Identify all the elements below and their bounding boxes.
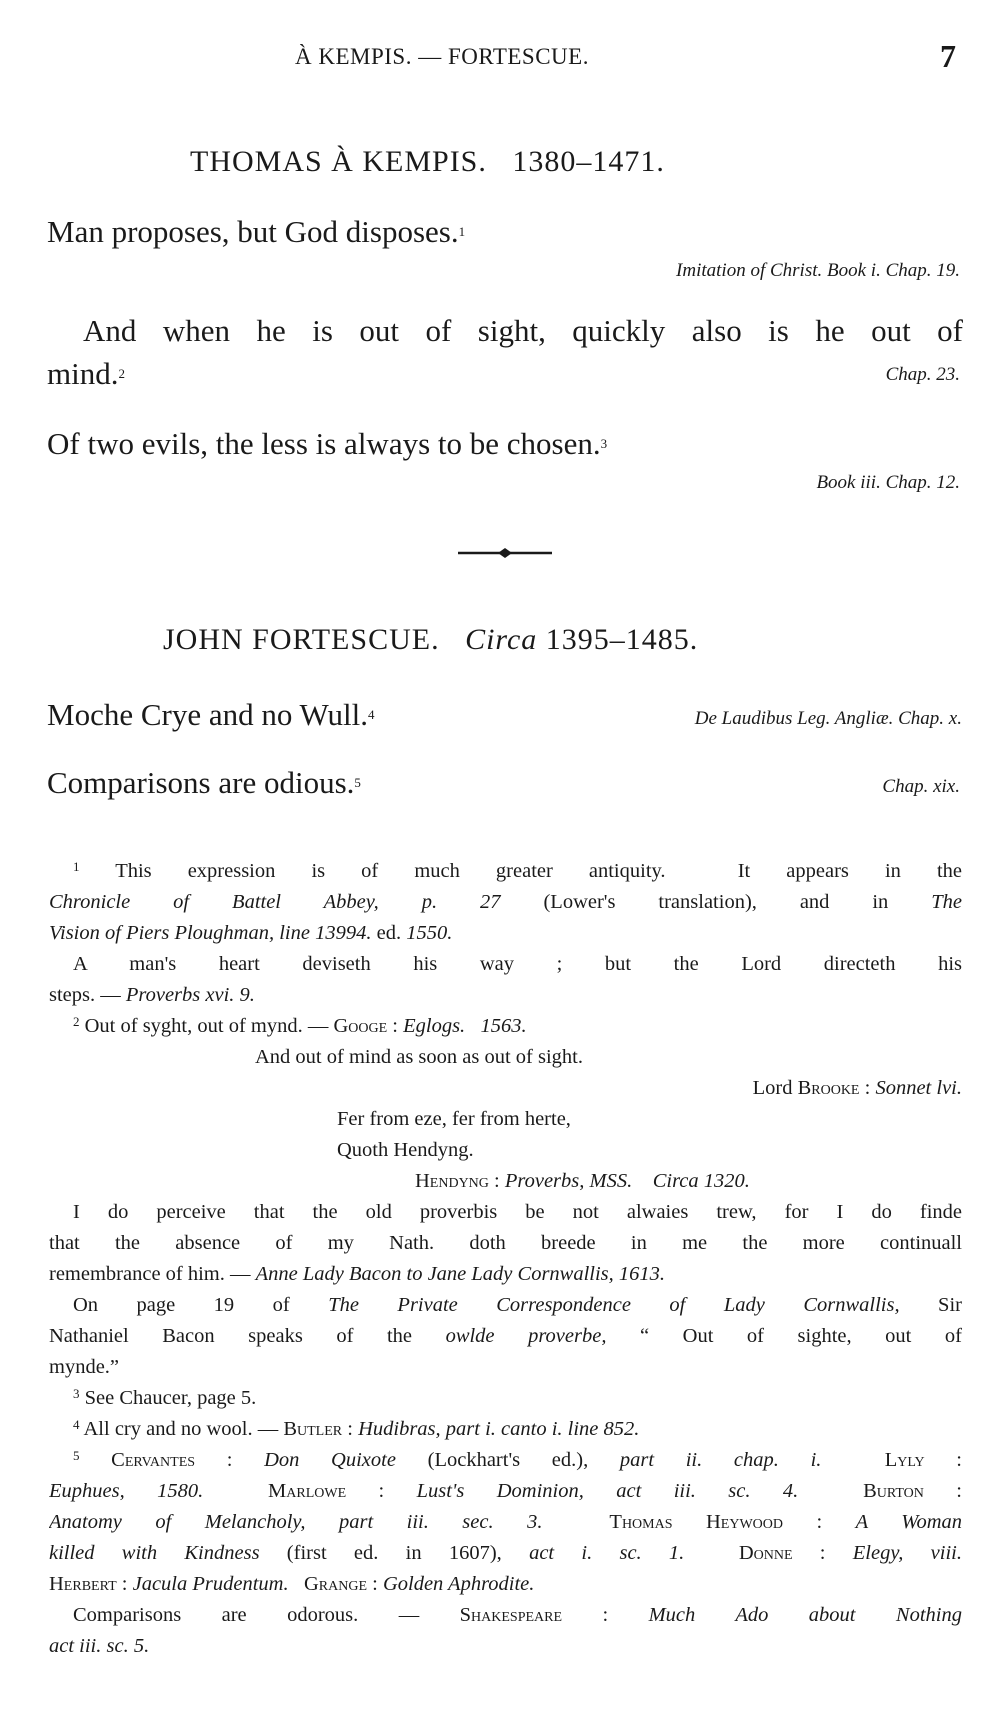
footnote-text: Shakespeare [459, 1604, 563, 1626]
quote [47, 426, 607, 462]
footnote-text: Lord [752, 1077, 798, 1099]
footnote-text: (first ed. in 1607), [259, 1542, 530, 1564]
footnote-line [49, 1569, 962, 1600]
footnote-text: A Woman [855, 1511, 962, 1533]
footnote-text: On page 19 of [73, 1294, 329, 1316]
footnote-line [49, 1631, 962, 1662]
footnote-text: part ii. chap. i. [619, 1449, 822, 1471]
footnote-text [542, 1511, 609, 1533]
footnote-text: Brooke [797, 1077, 860, 1099]
page-number: 7 [940, 38, 957, 74]
footnote-line [49, 1445, 962, 1476]
footnote-line [49, 1042, 962, 1073]
quote-text: Man proposes, but God disposes. [47, 214, 459, 249]
footnote-text: Vision of Piers Ploughman, line 13994. [49, 922, 372, 944]
footnote-text: Donne [738, 1542, 793, 1564]
footnote-text: act iii. sc. 5. [49, 1635, 150, 1657]
footnote-text: that the absence of my Nath. doth breede in me the more continuall [49, 1232, 962, 1254]
footnote-text: : [116, 1573, 133, 1595]
quote-text: Moche Crye and no Wull. [47, 697, 369, 732]
quote-text: mind. [47, 356, 119, 391]
circa-label: Circa [465, 623, 538, 656]
footnote-text: Golden Aphrodite. [382, 1573, 535, 1595]
footnote-text: Anne Lady Bacon to Jane Lady Cornwallis, 1613. [255, 1263, 666, 1285]
footnote-line [49, 1135, 962, 1166]
footnote-line [49, 1228, 962, 1259]
footnote-number: 4 [73, 1417, 80, 1432]
footnote-text: Fer from eze, fer from herte, [337, 1108, 571, 1130]
citation: Chap. 23. [885, 364, 960, 385]
footnote-text: Don Quixote [264, 1449, 396, 1471]
footnote-text: act i. sc. 1. [529, 1542, 685, 1564]
footnotes [49, 856, 962, 1662]
footnote-text: (Lockhart's ed.), [395, 1449, 620, 1471]
running-head: À KEMPIS. — FORTESCUE. [295, 44, 589, 69]
footnote-line [49, 1352, 962, 1383]
footnote-ref: 4 [368, 707, 375, 722]
footnote-text [289, 1573, 304, 1595]
footnote-text: Out of syght, out of mynd. — [79, 1015, 334, 1037]
footnote-line [49, 1259, 962, 1290]
footnote-number: 1 [73, 859, 80, 874]
quote-text: Of two evils, the less is always to be chosen. [47, 426, 601, 461]
footnote-text: Cervantes [111, 1449, 196, 1471]
citation: Imitation of Christ. Book i. Chap. 19. [676, 260, 960, 281]
quote [47, 214, 465, 250]
footnote-text: Much Ado about Nothing [648, 1604, 962, 1626]
footnote-text: And out of mind as soon as out of sight. [255, 1046, 583, 1068]
footnote-text [684, 1542, 739, 1564]
footnote-text: Euphues, 1580. [49, 1480, 204, 1502]
footnote-text: : [342, 1418, 359, 1440]
footnote-line [49, 1197, 962, 1228]
footnote-text: steps. — [49, 984, 126, 1006]
footnote-text [798, 1480, 863, 1502]
footnote-ref: 5 [354, 775, 361, 790]
footnote-text: : [195, 1449, 265, 1471]
quote [47, 697, 375, 733]
footnote-line [49, 1073, 962, 1104]
footnote-text: mynde.” [49, 1356, 120, 1378]
footnote-text: All cry and no wool. — [79, 1418, 284, 1440]
author-dates: 1395–1485. [545, 623, 699, 656]
footnote-text: : [783, 1511, 856, 1533]
footnote-text: Burton [863, 1480, 924, 1502]
footnote-text: (Lower's translation), and in [500, 891, 932, 913]
footnote-text: Marlowe [268, 1480, 347, 1502]
footnote-text: Sir [899, 1294, 962, 1316]
quote-continued [47, 356, 125, 392]
footnote-text: Comparisons are odorous. — [73, 1604, 460, 1626]
footnote-text: : [923, 1480, 962, 1502]
footnote-text: Anatomy of Melancholy, part iii. sec. 3. [49, 1511, 543, 1533]
section-divider-ornament [458, 548, 552, 558]
footnote-text: The [931, 891, 962, 913]
footnote-line [49, 1383, 962, 1414]
footnote-line [49, 949, 962, 980]
footnote-text [80, 1449, 112, 1471]
footnote-ref: 1 [458, 224, 466, 239]
footnote-text: : [367, 1573, 383, 1595]
footnote-line [49, 1166, 962, 1197]
quote-text: Comparisons are odious. [47, 765, 355, 800]
footnote-text [821, 1449, 884, 1471]
footnote-text: Googe [333, 1015, 388, 1037]
footnote-text: Chronicle of Battel Abbey, p. 27 [49, 891, 501, 913]
footnote-text: : [562, 1604, 649, 1626]
footnote-line [49, 856, 962, 887]
footnote-text: Proverbs xvi. 9. [125, 984, 255, 1006]
footnote-line [49, 1600, 962, 1631]
footnote-line [49, 1507, 962, 1538]
footnote-text: Hudibras, part i. canto i. line 852. [358, 1418, 640, 1440]
author-name: THOMAS À KEMPIS. [190, 145, 487, 178]
footnote-text: Jacula Prudentum. [132, 1573, 289, 1595]
footnote-number: 2 [73, 1014, 80, 1029]
footnote-text: Hendyng [415, 1170, 489, 1192]
footnote-number: 3 [73, 1386, 80, 1401]
footnote-text: Lust's Dominion, act iii. sc. 4. [416, 1480, 799, 1502]
footnote-line [49, 1538, 962, 1569]
footnote-text: See Chaucer, page 5. [79, 1387, 257, 1409]
quote [47, 765, 361, 801]
footnote-text: Proverbs, MSS. Circa 1320. [504, 1170, 750, 1192]
footnote-text: Lyly [884, 1449, 925, 1471]
footnote-number: 5 [73, 1448, 80, 1463]
footnote-text: Eglogs. 1563. [403, 1015, 527, 1037]
footnote-text: This expression is of much greater antiquity. It appears in the [79, 860, 962, 882]
citation: Book iii. Chap. 12. [816, 472, 960, 493]
footnote-text: Herbert [49, 1573, 117, 1595]
footnote-text: Butler [283, 1418, 343, 1440]
author-dates: 1380–1471. [512, 145, 665, 178]
footnote-ref: 2 [118, 366, 125, 381]
footnote-text: Sonnet lvi. [875, 1077, 962, 1099]
footnote-ref: 3 [600, 436, 608, 451]
footnote-text: : [346, 1480, 417, 1502]
footnote-text: remembrance of him. — [49, 1263, 256, 1285]
footnote-text: Nathaniel Bacon speaks of the [49, 1325, 446, 1347]
footnote-line [49, 1414, 962, 1445]
footnote-text: “ Out of sighte, out of [606, 1325, 962, 1347]
footnote-text: : [792, 1542, 853, 1564]
footnote-text: 1550. [406, 922, 453, 944]
footnote-text: Grange [303, 1573, 367, 1595]
footnote-text: The Private Correspondence of Lady Cornwallis, [328, 1294, 900, 1316]
footnote-text: owlde proverbe, [445, 1325, 607, 1347]
footnote-line [49, 1104, 962, 1135]
footnote-line [49, 1476, 962, 1507]
section-heading-fortescue [163, 623, 698, 657]
footnote-line [49, 980, 962, 1011]
quote: And when he is out of sight, quickly also is he out of [83, 313, 963, 348]
footnote-line [49, 918, 962, 949]
footnote-text: A man's heart deviseth his way ; but the Lord directeth his [73, 953, 962, 975]
author-name: JOHN FORTESCUE. [163, 623, 440, 656]
footnote-line [49, 1290, 962, 1321]
footnote-text: I do perceive that the old proverbis be not alwaies trew, for I do finde [73, 1201, 962, 1223]
footnote-text: Elegy, viii. [852, 1542, 962, 1564]
footnote-text: ed. [371, 922, 407, 944]
footnote-text: : [924, 1449, 962, 1471]
footnote-text: Quoth Hendyng. [337, 1139, 474, 1161]
footnote-text: : [387, 1015, 404, 1037]
citation: Chap. xix. [882, 776, 960, 797]
footnote-text: : [859, 1077, 876, 1099]
section-heading-kempis [190, 145, 665, 179]
footnote-text: : [488, 1170, 505, 1192]
footnote-line [49, 1011, 962, 1042]
footnote-text: Thomas Heywood [609, 1511, 783, 1533]
footnote-text [203, 1480, 268, 1502]
citation: De Laudibus Leg. Angliæ. Chap. x. [694, 708, 962, 729]
footnote-text: killed with Kindness [49, 1542, 260, 1564]
footnote-line [49, 1321, 962, 1352]
footnote-line [49, 887, 962, 918]
